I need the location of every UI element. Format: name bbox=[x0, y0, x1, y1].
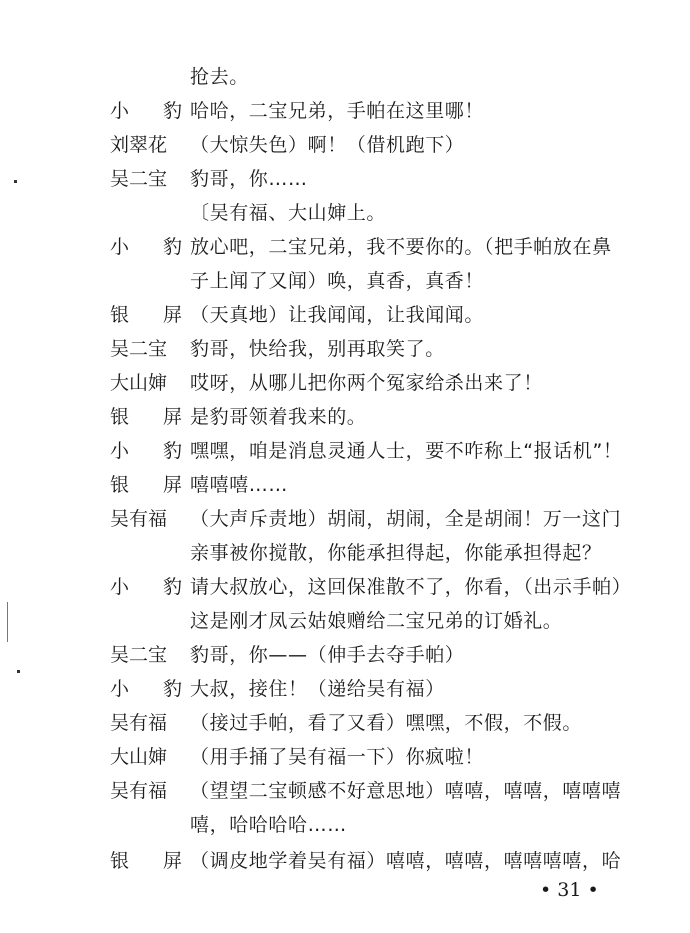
script-line-text: （大声斥责地）胡闹，胡闹，全是胡闹！万一这门 bbox=[190, 508, 622, 530]
script-line-text: （大惊失色）啊！（借机跑下） bbox=[190, 134, 465, 156]
stage-direction: 〔吴有福、大山婶上。 bbox=[190, 202, 387, 224]
script-line-text: 是豹哥领着我来的。 bbox=[190, 406, 367, 428]
script-line-continuation: 嘻，哈哈哈哈…… bbox=[190, 814, 347, 836]
speaker-name: 小 豹 bbox=[110, 576, 197, 598]
script-line-text: 放心吧，二宝兄弟，我不要你的。（把手帕放在鼻 bbox=[190, 236, 612, 258]
script-line-text: 大叔，接住！（递给吴有福） bbox=[190, 678, 445, 700]
script-line-text: 哎呀，从哪儿把你两个冤家给杀出来了！ bbox=[190, 372, 543, 394]
script-line-continuation: 这是刚才凤云姑娘赠给二宝兄弟的订婚礼。 bbox=[190, 610, 563, 632]
script-line-text: （天真地）让我闻闻，让我闻闻。 bbox=[190, 304, 485, 326]
speaker-name: 银 屏 bbox=[110, 406, 197, 428]
speaker-name: 吴有福 bbox=[110, 780, 168, 802]
script-line-text: 哈哈，二宝兄弟，手帕在这里哪！ bbox=[190, 100, 485, 122]
script-line-text: 抢去。 bbox=[190, 66, 249, 88]
page-number: • 31 • bbox=[540, 879, 599, 901]
scan-speck bbox=[17, 670, 20, 673]
script-line-text: （用手捅了吴有福一下）你疯啦！ bbox=[190, 746, 485, 768]
speaker-name: 大山婶 bbox=[110, 372, 168, 394]
script-line-text: 豹哥，你——（伸手去夺手帕） bbox=[190, 644, 465, 666]
script-line-text: 豹哥，你…… bbox=[190, 168, 308, 190]
script-line-text: （望望二宝顿感不好意思地）嘻嘻，嘻嘻，嘻嘻嘻 bbox=[190, 780, 622, 802]
script-line-text: 请大叔放心，这回保准散不了，你看，（出示手帕） bbox=[190, 576, 632, 598]
speaker-name: 银 屏 bbox=[110, 474, 197, 496]
speaker-name: 银 屏 bbox=[110, 850, 197, 872]
script-line-text: 豹哥，快给我，别再取笑了。 bbox=[190, 338, 445, 360]
scan-speck bbox=[14, 180, 17, 183]
script-line-text: （接过手帕，看了又看）嘿嘿，不假，不假。 bbox=[190, 712, 583, 734]
speaker-name: 吴有福 bbox=[110, 712, 168, 734]
speaker-name: 吴有福 bbox=[110, 508, 168, 530]
speaker-name: 刘翠花 bbox=[110, 134, 168, 156]
script-line-continuation: 子上闻了又闻）唤，真香，真香！ bbox=[190, 270, 485, 292]
speaker-name: 银 屏 bbox=[110, 304, 197, 326]
speaker-name: 吴二宝 bbox=[110, 168, 168, 190]
speaker-name: 小 豹 bbox=[110, 678, 197, 700]
speaker-name: 大山婶 bbox=[110, 746, 168, 768]
script-line-continuation: 亲事被你搅散，你能承担得起，你能承担得起？ bbox=[190, 542, 602, 564]
speaker-name: 吴二宝 bbox=[110, 338, 168, 360]
speaker-name: 吴二宝 bbox=[110, 644, 168, 666]
script-line-text: （调皮地学着吴有福）嘻嘻，嘻嘻，嘻嘻嘻嘻，哈 bbox=[190, 850, 622, 872]
scan-mark bbox=[7, 602, 8, 642]
speaker-name: 小 豹 bbox=[110, 236, 197, 258]
script-line-text: 嘻嘻嘻…… bbox=[190, 474, 289, 496]
speaker-name: 小 豹 bbox=[110, 100, 197, 122]
speaker-name: 小 豹 bbox=[110, 440, 197, 462]
script-line-text: 嘿嘿，咱是消息灵通人士，要不咋称上“报话机”！ bbox=[190, 440, 623, 462]
